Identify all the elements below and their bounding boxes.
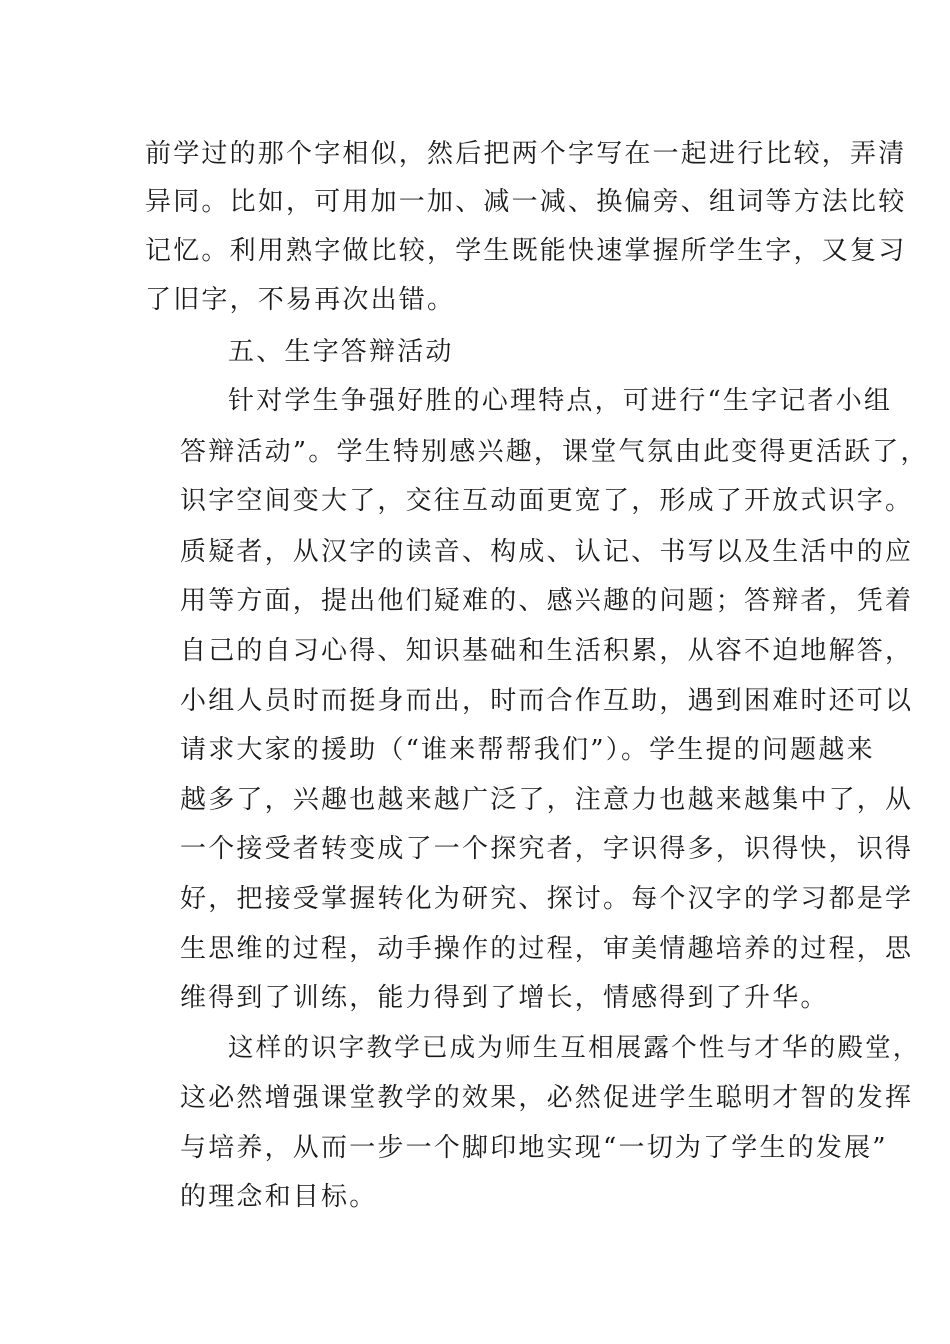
conclusion-line-2: 这必然增强课堂教学的效果，必然促进学生聪明才智的发挥 — [180, 1083, 914, 1113]
activity-line-8: 请求大家的援助（“谁来帮帮我们”）。学生提的问题越来 — [180, 735, 875, 765]
activity-line-10: 一个接受者转变成了一个探究者，字识得多，识得快，识得 — [180, 834, 914, 864]
conclusion-line-1: 这样的识字教学已成为师生互相展露个性与才华的殿堂， — [228, 1033, 921, 1063]
activity-line-11: 好，把接受掌握转化为研究、探讨。每个汉字的学习都是学 — [180, 884, 914, 914]
section-heading: 五、生字答辩活动 — [228, 337, 454, 367]
intro-line-2: 异同。比如，可用加一加、减一减、换偏旁、组词等方法比较 — [145, 187, 907, 217]
activity-line-4: 质疑者，从汉字的读音、构成、认记、书写以及生活中的应 — [180, 537, 914, 567]
activity-line-2: 答辩活动”。学生特别感兴趣，课堂气氛由此变得更活跃了， — [180, 437, 929, 467]
activity-line-6: 自己的自习心得、知识基础和生活积累，从容不迫地解答， — [180, 636, 914, 666]
activity-line-9: 越多了，兴趣也越来越广泛了，注意力也越来越集中了，从 — [180, 785, 914, 815]
activity-line-7: 小组人员时而挺身而出，时而合作互助，遇到困难时还可以 — [180, 686, 914, 716]
conclusion-line-3: 与培养，从而一步一个脚印地实现“一切为了学生的发展” — [180, 1133, 888, 1163]
activity-line-1: 针对学生争强好胜的心理特点，可进行“生字记者小组 — [228, 386, 893, 416]
activity-line-12: 生思维的过程，动手操作的过程，审美情趣培养的过程，思 — [180, 934, 914, 964]
activity-line-13: 维得到了训练，能力得到了增长，情感得到了升华。 — [180, 983, 829, 1013]
conclusion-line-4: 的理念和目标。 — [180, 1182, 378, 1212]
activity-line-3: 识字空间变大了，交往互动面更宽了，形成了开放式识字。 — [180, 486, 914, 516]
intro-line-1: 前学过的那个字相似，然后把两个字写在一起进行比较，弄清 — [145, 139, 907, 169]
intro-line-3: 记忆。利用熟字做比较，学生既能快速掌握所学生字，又复习 — [145, 236, 907, 266]
intro-line-4: 了旧字，不易再次出错。 — [145, 285, 456, 315]
activity-line-5: 用等方面，提出他们疑难的、感兴趣的问题；答辩者，凭着 — [180, 586, 914, 616]
